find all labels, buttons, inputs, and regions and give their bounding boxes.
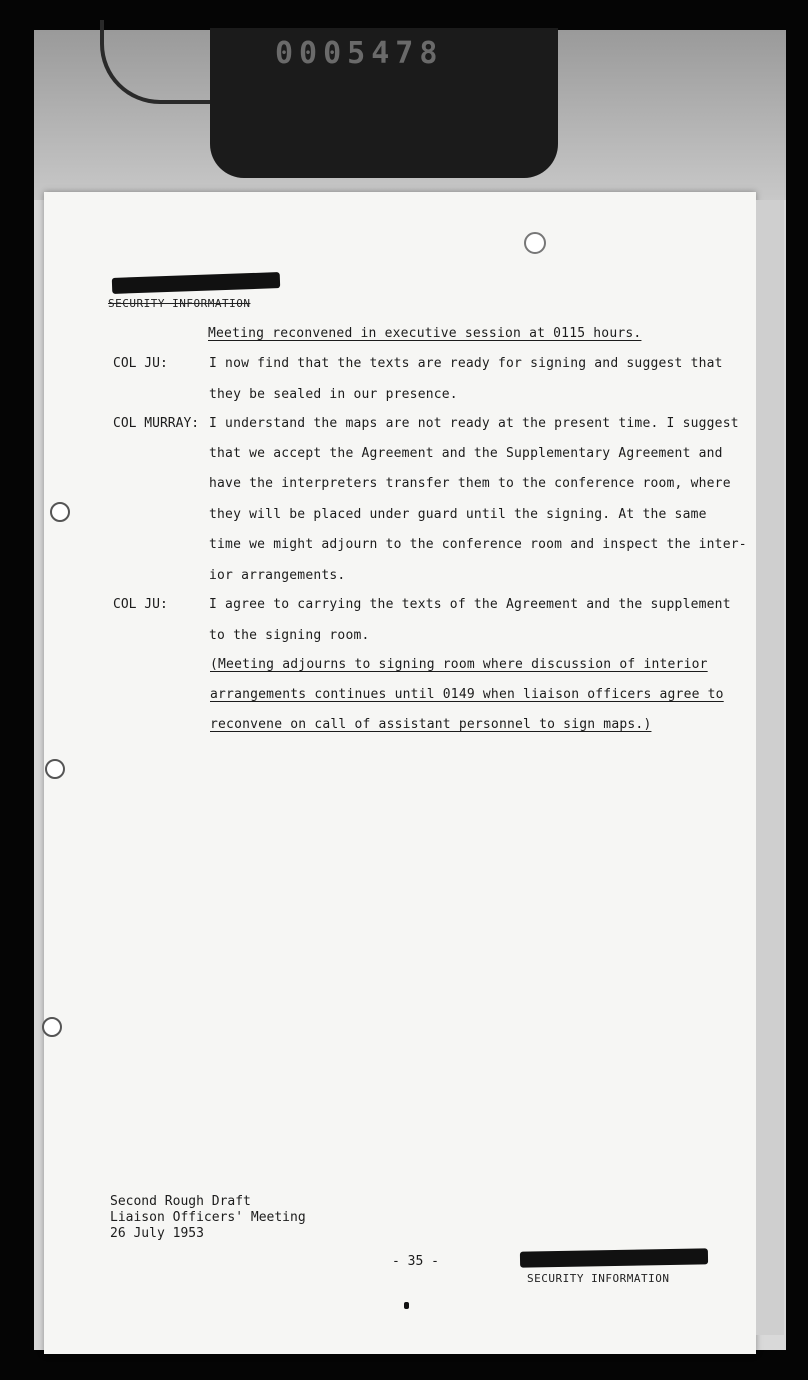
punch-hole-icon: [45, 759, 65, 779]
page-edge-strip: [756, 200, 784, 1335]
punch-hole-icon: [524, 232, 546, 254]
text-line: they be sealed in our presence.: [209, 387, 458, 402]
frame-counter-digits: 0005478: [275, 36, 444, 71]
text-line: time we might adjourn to the conference room and inspect the inter-: [209, 537, 747, 552]
ink-dot: [404, 1302, 409, 1309]
text-line: they will be placed under guard until the signing. At the same: [209, 507, 707, 522]
adjournment-note-line: reconvene on call of assistant personnel to sign maps.): [210, 717, 652, 732]
session-heading: Meeting reconvened in executive session at 0115 hours.: [208, 326, 642, 341]
text-line: have the interpreters transfer them to the conference room, where: [209, 476, 731, 491]
punch-hole-icon: [50, 502, 70, 522]
text-line: to the signing room.: [209, 628, 370, 643]
speaker-label: COL MURRAY:: [113, 416, 200, 431]
punch-hole-icon: [42, 1017, 62, 1037]
page-number: - 35 -: [392, 1254, 439, 1269]
adjournment-note-line: arrangements continues until 0149 when liaison officers agree to: [210, 687, 724, 702]
security-stamp-bottom: SECURITY INFORMATION: [527, 1272, 670, 1285]
text-line: I now find that the texts are ready for signing and suggest that: [209, 356, 723, 371]
speaker-label: COL JU:: [113, 356, 168, 371]
footer-meeting: Liaison Officers' Meeting: [110, 1210, 306, 1225]
footer-draft: Second Rough Draft: [110, 1194, 251, 1209]
security-stamp-top: SECURITY INFORMATION: [108, 297, 251, 310]
footer-date: 26 July 1953: [110, 1226, 204, 1241]
text-line: ior arrangements.: [209, 568, 346, 583]
speaker-label: COL JU:: [113, 597, 168, 612]
adjournment-note-line: (Meeting adjourns to signing room where discussion of interior: [210, 657, 708, 672]
text-line: that we accept the Agreement and the Supplementary Agreement and: [209, 446, 723, 461]
redaction-mark: [520, 1248, 708, 1267]
text-line: I agree to carrying the texts of the Agreement and the supplement: [209, 597, 731, 612]
text-line: I understand the maps are not ready at the present time. I suggest: [209, 416, 739, 431]
